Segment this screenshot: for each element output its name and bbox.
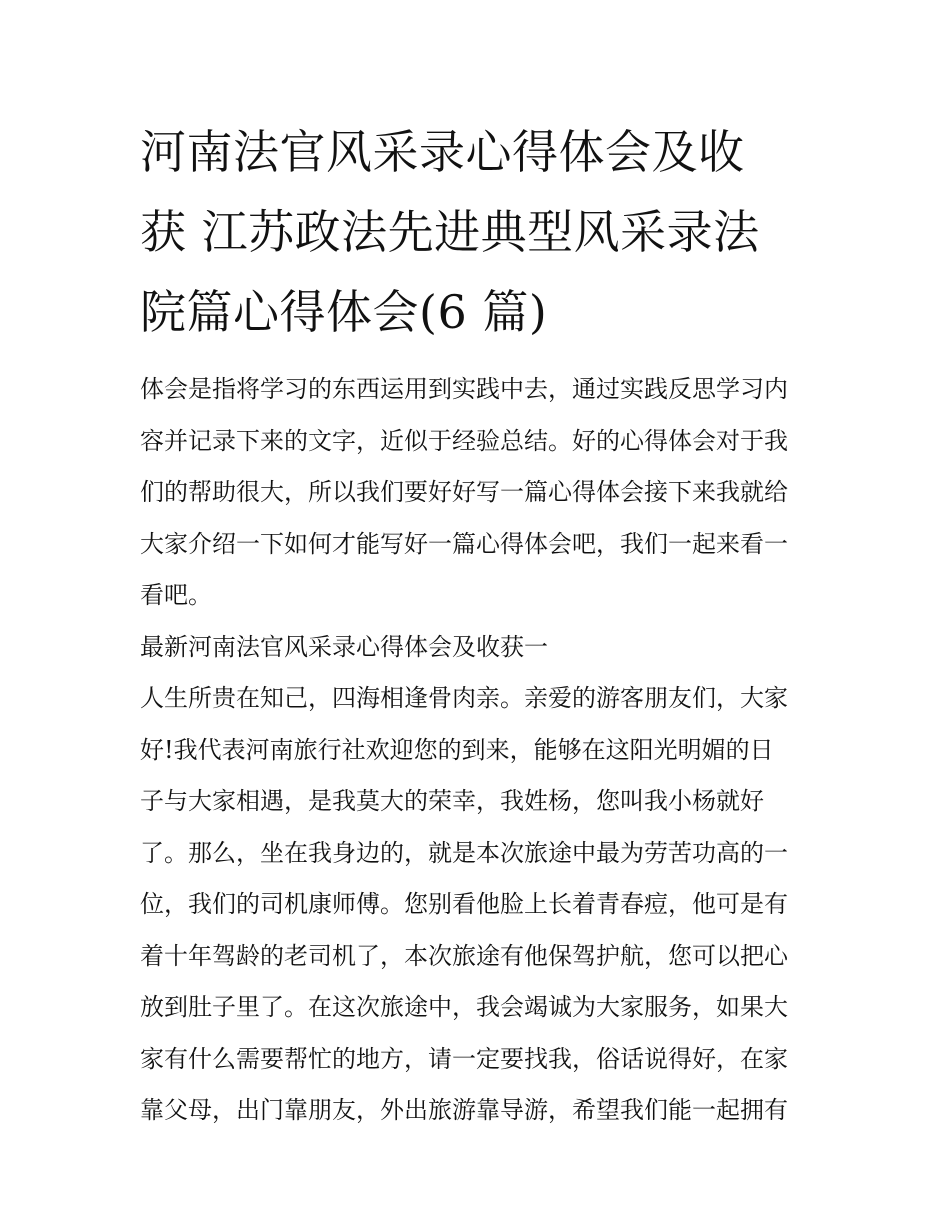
paragraph-line: 大家介绍一下如何才能写好一篇心得体会吧，我们一起来看一 <box>140 529 788 558</box>
section-paragraph <box>140 673 812 1137</box>
title-line: 院篇心得体会(6 篇) <box>140 285 548 339</box>
paragraph-line: 好!我代表河南旅行社欢迎您的到来，能够在这阳光明媚的日 <box>140 735 774 764</box>
document-title <box>140 112 812 352</box>
paragraph-line: 家有什么需要帮忙的地方，请一定要找我，俗话说得好，在家 <box>140 1044 788 1073</box>
paragraph-line: 容并记录下来的文字，近似于经验总结。好的心得体会对于我 <box>140 426 788 455</box>
paragraph-line: 放到肚子里了。在这次旅途中，我会竭诚为大家服务，如果大 <box>140 993 788 1021</box>
paragraph-line: 位，我们的司机康师傅。您别看他脸上长着青春痘，他可是有 <box>140 890 788 918</box>
paragraph-line: 看吧。 <box>140 581 212 609</box>
paragraph-line: 们的帮助很大，所以我们要好好写一篇心得体会接下来我就给 <box>140 478 788 506</box>
intro-paragraph <box>140 364 812 622</box>
paragraph-line: 体会是指将学习的东西运用到实践中去，通过实践反思学习内 <box>140 375 788 403</box>
paragraph-line: 靠父母，出门靠朋友，外出旅游靠导游，希望我们能一起拥有 <box>140 1096 788 1124</box>
title-line: 河南法官风采录心得体会及收 <box>140 125 745 179</box>
paragraph-line: 子与大家相遇，是我莫大的荣幸，我姓杨，您叫我小杨就好 <box>140 787 764 815</box>
paragraph-line: 了。那么，坐在我身边的，就是本次旅途中最为劳苦功高的一 <box>140 838 788 867</box>
paragraph-line: 着十年驾龄的老司机了，本次旅途有他保驾护航，您可以把心 <box>140 941 788 970</box>
document-body <box>140 364 812 1137</box>
paragraph-line: 人生所贵在知己，四海相逢骨肉亲。亲爱的游客朋友们，大家 <box>140 684 788 712</box>
document-page <box>140 112 812 1137</box>
section-heading: 最新河南法官风采录心得体会及收获一 <box>140 632 548 661</box>
title-line: 获 江苏政法先进典型风采录法 <box>140 205 760 259</box>
